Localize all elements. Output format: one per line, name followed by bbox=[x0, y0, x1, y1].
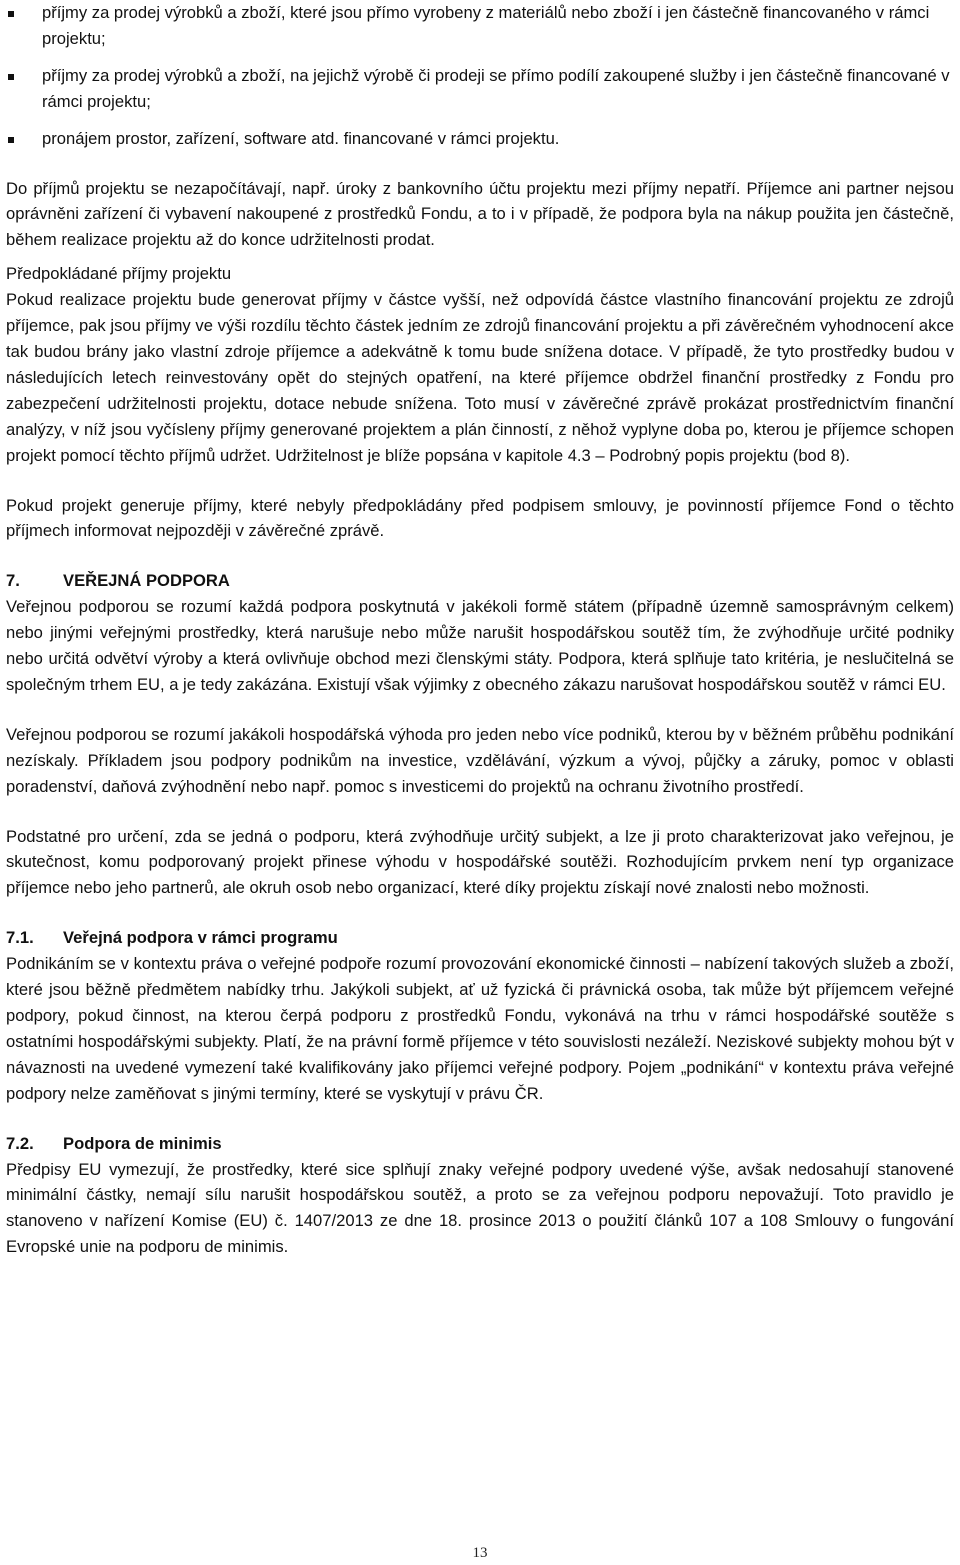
state-aid-paragraph: Podstatné pro určení, zda se jedná o podporu, která zvýhodňuje určitý subjekt, a lze ji proto charakterizovat jako veřejnou, je skutečnost, komu podporovaný projekt přinese výhodu v hospodářské soutěži. Rozhodujícím prvkem není typ organizace příjemce nebo jeho partnerů, ale okruh osob nebo organizací, které díky projektu získají nové znalosti nebo možnosti. bbox=[6, 826, 954, 898]
excluded-income-paragraph: Do příjmů projektu se nezapočítávají, např. úroky z bankovního účtu projektu mezi příjmy nepatří. Příjemce ani partner nejsou oprávněni zařízení či vybavení nakoupené z prostředků Fondu, a to i v případě, že podpora byla na nákup použita jen částečně, během realizace projektu až do konce udržitelnosti prodat. bbox=[6, 178, 954, 250]
bullet-item: příjmy za prodej výrobků a zboží, na jejichž výrobě či prodeji se přímo podílí zakoupené služby i jen částečně financované v rámci projektu; bbox=[6, 63, 954, 115]
program-aid-paragraph: Podnikáním se v kontextu práva o veřejné podpoře rozumí provozování ekonomické činnosti – nabízení takových služeb a zboží, které jsou běžně předmětem nabídky trhu. Jakýkoli subjekt, ať už fyzická či právnická osoba, tak může být příjemcem veřejné podpory, pokud činnost, na kterou čerpá podporu z prostředků Fondu, vykonává na trhu v rámci hospodářské soutěže s ostatními hospodářskými subjekty. Platí, že na právní formě příjemce v této souvislosti nezáleží. Neziskové subjekty mohou být v návaznosti na uvedené vymezení také kvalifikovány jako příjemci veřejné podpory. Pojem „podnikání“ v kontextu práva veřejné podpory nelze zaměňovat s jinými termíny, které se vyskytují v právu ČR. bbox=[6, 954, 954, 1103]
square-bullet-icon bbox=[8, 137, 14, 143]
section-number: 7.1. bbox=[6, 928, 34, 948]
de-minimis-paragraph: Předpisy EU vymezují, že prostředky, které sice splňují znaky veřejné podpory uvedené výše, avšak nedosahují stanovené minimální částky, nemají sílu narušit hospodářskou soutěž, a proto se za veřejnou podporu nepovažují. Toto pravidlo je stanoveno v nařízení Komise (EU) č. 1407/2013 ze dne 18. prosince 2013 o použití článků 107 a 108 Smlouvy o fungování Evropské unie na podporu de minimis. bbox=[6, 1159, 954, 1257]
income-bullet-list bbox=[6, 0, 954, 152]
square-bullet-icon bbox=[8, 11, 14, 17]
expected-income-paragraph: Pokud realizace projektu bude generovat příjmy v částce vyšší, než odpovídá částce vlastního financování projektu ze zdrojů příjemce, pak jsou příjmy ve výši rozdílu těchto částek jedním ze zdrojů financování projektu a při závěrečném vyhodnocení akce tak budou brány jako vlastní zdroje příjemce a adekvátně k tomu bude snížena dotace. V případě, že tyto prostředky budou v následujících letech reinvestovány opět do stejných opatření, na které příjemce obdržel finanční prostředky z Fondu pro zabezpečení udržitelnosti projektu, dotace nebude snížena. Toto musí v závěrečné zprávě prokázat prostřednictvím finanční analýzy, v níž jsou vyčísleny příjmy generované projektem a plán činností, z něhož vyplyne doba po, kterou je příjemce schopen projekt pomocí těchto příjmů udržet. Udržitelnost je blíže popsána v kapitole 4.3 – Podrobný popis projektu (bod 8). bbox=[6, 290, 954, 465]
state-aid-paragraph: Veřejnou podporou se rozumí jakákoli hospodářská výhoda pro jeden nebo více podniků, kterou by v běžném průběhu podnikání nezískaly. Příkladem jsou podpory podnikům na investice, vzdělávání, výzkum a vývoj, půjčky a záruky, pomoc v oblasti poradenství, daňová zvýhodnění nebo např. pomoc s investicemi do projektů na ochranu životního prostředí. bbox=[6, 724, 954, 796]
section-title: VEŘEJNÁ PODPORA bbox=[63, 571, 230, 591]
bullet-item: pronájem prostor, zařízení, software atd. financované v rámci projektu. bbox=[6, 126, 954, 152]
section-title: Podpora de minimis bbox=[63, 1133, 222, 1153]
section-7-1-heading bbox=[6, 925, 954, 951]
state-aid-paragraph: Veřejnou podporou se rozumí každá podpora poskytnutá v jakékoli formě státem (případně územně samosprávným celkem) nebo jinými veřejnými prostředky, která narušuje nebo může narušit hospodářskou soutěž tím, že zvýhodňuje určité podniky nebo určitá odvětví výroby a která ovlivňuje obchod mezi členskými státy. Podpora, která splňuje tato kritéria, je neslučitelná se společným trhem EU, a je tedy zakázána. Existují však výjimky z obecného zákazu narušovat hospodářskou soutěž v rámci EU. bbox=[6, 597, 954, 694]
section-7-2-heading bbox=[6, 1131, 954, 1157]
bullet-item: příjmy za prodej výrobků a zboží, které jsou přímo vyrobeny z materiálů nebo zboží i jen částečně financovaného v rámci projektu; bbox=[6, 0, 954, 52]
page-number: 13 bbox=[472, 1545, 488, 1561]
section-7-heading bbox=[6, 568, 954, 594]
unexpected-income-paragraph: Pokud projekt generuje příjmy, které nebyly předpokládány před podpisem smlouvy, je povinností příjemce Fond o těchto příjmech informovat nejpozději v závěrečné zprávě. bbox=[6, 495, 954, 541]
document-page bbox=[6, 0, 954, 1260]
square-bullet-icon bbox=[8, 74, 14, 80]
section-title: Veřejná podpora v rámci programu bbox=[63, 928, 338, 948]
section-number: 7.2. bbox=[6, 1133, 34, 1153]
section-number: 7. bbox=[6, 571, 20, 591]
expected-income-title: Předpokládané příjmy projektu bbox=[6, 264, 232, 284]
